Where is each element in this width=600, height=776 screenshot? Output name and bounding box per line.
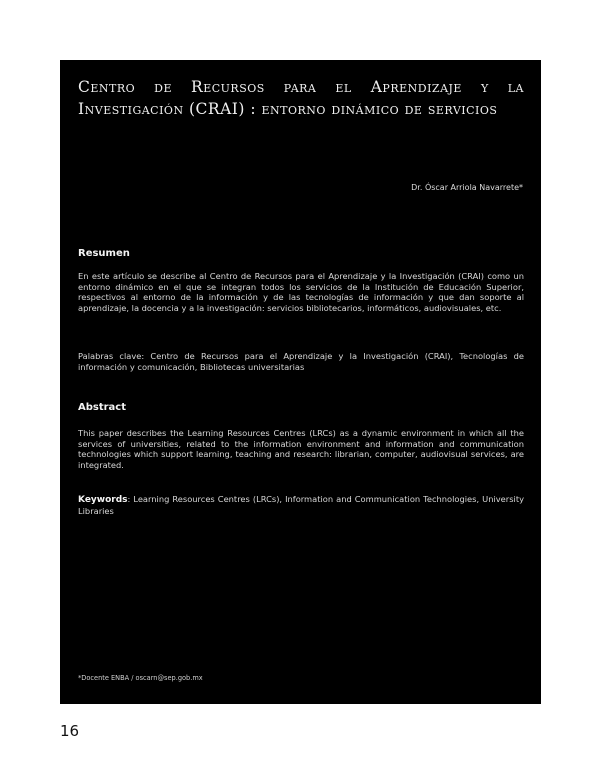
author: Dr. Óscar Arriola Navarrete* [411, 183, 523, 192]
palabras-clave: Palabras clave: Centro de Recursos para el Aprendizaje y la Investigación (CRAI), Tecnologías de información y comunicación, Bibliotecas universitarias [78, 351, 524, 372]
resumen-heading: Resumen [78, 248, 130, 259]
keywords-text: : Learning Resources Centres (LRCs), Information and Communication Technologies, University Libraries [78, 494, 524, 516]
page-number: 16 [60, 722, 80, 740]
footnote: *Docente ENBA / oscarn@sep.gob.mx [78, 674, 203, 682]
abstract-heading: Abstract [78, 402, 127, 413]
keywords [78, 494, 524, 516]
keywords-label: Keywords [78, 495, 128, 505]
article-title: Centro de Recursos para el Aprendizaje y la Investigación (CRAI) : entorno dinámico de servicios [78, 78, 524, 118]
article-panel [60, 60, 541, 704]
resumen-body: En este artículo se describe al Centro de Recursos para el Aprendizaje y la Investigación (CRAI) como un entorno dinámico en el que se integran todos los servicios de la Institución de Educación Superior, respectivos al entorno de la información y de las tecnologías de información y que dan soporte al aprendizaje, la docencia y a la investigación: servicios bibliotecarios, informáticos, audiovisuales, etc. [78, 271, 524, 313]
abstract-body: This paper describes the Learning Resources Centres (LRCs) as a dynamic environment in which all the services of universities, related to the information environment and information and communication technologies which support learning, teaching and research: librarian, computer, audiovisual services, are integrated. [78, 428, 524, 470]
